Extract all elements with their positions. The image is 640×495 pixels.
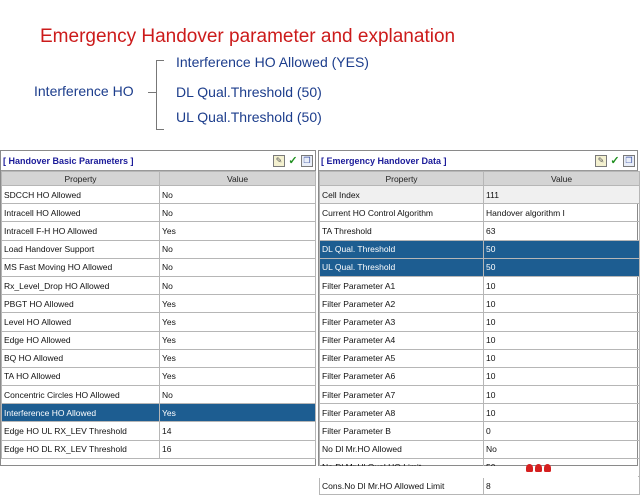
table-row[interactable] [2, 331, 316, 349]
table-row[interactable] [320, 313, 640, 331]
property-cell[interactable]: Filter Parameter A2 [320, 295, 484, 313]
panel-title: [ Handover Basic Parameters ] [3, 155, 134, 166]
col-value-header[interactable]: Value [160, 172, 316, 186]
left-table-body [2, 186, 316, 459]
copy-icon[interactable]: ❐ [301, 155, 313, 167]
table-row[interactable] [2, 186, 316, 204]
bracket-tick [148, 92, 156, 93]
edit-icon[interactable]: ✎ [595, 155, 607, 167]
property-cell[interactable]: Level HO Allowed [2, 313, 160, 331]
value-cell[interactable]: 50 [484, 258, 640, 276]
value-cell[interactable]: No [484, 440, 640, 458]
table-row[interactable] [2, 222, 316, 240]
property-cell[interactable]: DL Qual. Threshold [320, 240, 484, 258]
property-cell[interactable]: MS Fast Moving HO Allowed [2, 258, 160, 276]
property-cell[interactable]: Current HO Control Algorithm [320, 204, 484, 222]
value-cell[interactable]: No [160, 276, 316, 294]
value-cell[interactable]: 10 [484, 276, 640, 294]
property-cell[interactable]: Filter Parameter B [320, 422, 484, 440]
table-row[interactable] [2, 349, 316, 367]
handover-basic-parameters-panel [0, 150, 316, 466]
table-row[interactable] [320, 386, 640, 404]
property-cell[interactable]: SDCCH HO Allowed [2, 186, 160, 204]
value-cell[interactable]: Handover algorithm I [484, 204, 640, 222]
property-cell[interactable]: PBGT HO Allowed [2, 295, 160, 313]
value-cell[interactable]: No [160, 258, 316, 276]
value-cell[interactable]: Yes [160, 349, 316, 367]
value-cell[interactable]: 8 [484, 477, 640, 495]
table-row[interactable] [2, 313, 316, 331]
property-cell[interactable]: Edge HO UL RX_LEV Threshold [2, 422, 160, 440]
bracket [156, 60, 164, 130]
right-table-body [320, 186, 640, 495]
apply-check-icon[interactable]: ✓ [288, 154, 298, 167]
value-cell[interactable]: No [160, 204, 316, 222]
col-property-header[interactable]: Property [2, 172, 160, 186]
edit-icon[interactable]: ✎ [273, 155, 285, 167]
panel-header [1, 151, 315, 171]
table-row[interactable] [320, 422, 640, 440]
table-row[interactable] [320, 331, 640, 349]
panel-title: [ Emergency Handover Data ] [321, 155, 447, 166]
value-cell[interactable]: Yes [160, 222, 316, 240]
table-row[interactable] [2, 276, 316, 294]
property-cell[interactable]: Filter Parameter A5 [320, 349, 484, 367]
col-property-header[interactable]: Property [320, 172, 484, 186]
value-cell[interactable]: 10 [484, 367, 640, 385]
table-row[interactable] [320, 295, 640, 313]
value-cell[interactable]: No [160, 240, 316, 258]
slide-title: Emergency Handover parameter and explanation [40, 26, 456, 47]
left-property-table [1, 171, 316, 459]
value-cell[interactable]: Yes [160, 295, 316, 313]
table-row[interactable] [320, 276, 640, 294]
value-cell[interactable]: 10 [484, 295, 640, 313]
param-interference-ho-allowed: Interference HO Allowed (YES) [176, 54, 369, 70]
value-cell[interactable]: Yes [160, 367, 316, 385]
value-cell[interactable]: 10 [484, 386, 640, 404]
table-row[interactable] [320, 204, 640, 222]
apply-check-icon[interactable]: ✓ [610, 154, 620, 167]
table-row[interactable] [320, 240, 640, 258]
property-cell[interactable]: Filter Parameter A7 [320, 386, 484, 404]
property-cell[interactable]: Rx_Level_Drop HO Allowed [2, 276, 160, 294]
table-row[interactable] [320, 367, 640, 385]
property-cell[interactable]: Filter Parameter A4 [320, 331, 484, 349]
table-row[interactable] [320, 404, 640, 422]
copy-icon[interactable]: ❐ [623, 155, 635, 167]
table-row[interactable] [320, 477, 640, 495]
property-cell[interactable]: Edge HO Allowed [2, 331, 160, 349]
value-cell[interactable]: 63 [484, 222, 640, 240]
toolbar [595, 155, 635, 167]
value-cell[interactable]: 10 [484, 313, 640, 331]
right-property-table [319, 171, 640, 495]
value-cell[interactable]: 111 [484, 186, 640, 204]
value-cell[interactable]: No [160, 386, 316, 404]
panel-header [319, 151, 637, 171]
property-cell[interactable]: Filter Parameter A1 [320, 276, 484, 294]
table-row[interactable] [320, 440, 640, 458]
property-cell[interactable]: Filter Parameter A3 [320, 313, 484, 331]
property-cell[interactable]: Filter Parameter A6 [320, 367, 484, 385]
table-row[interactable] [2, 204, 316, 222]
property-cell[interactable]: UL Qual. Threshold [320, 258, 484, 276]
property-cell[interactable]: Edge HO DL RX_LEV Threshold [2, 440, 160, 458]
value-cell[interactable]: Yes [160, 313, 316, 331]
value-cell[interactable]: 0 [484, 422, 640, 440]
table-row[interactable] [2, 240, 316, 258]
property-cell[interactable]: Interference HO Allowed [2, 404, 160, 422]
property-cell[interactable]: BQ HO Allowed [2, 349, 160, 367]
toolbar [273, 155, 313, 167]
table-row[interactable] [2, 295, 316, 313]
table-row[interactable] [2, 367, 316, 385]
property-cell[interactable]: TA HO Allowed [2, 367, 160, 385]
table-row[interactable] [320, 349, 640, 367]
table-row[interactable] [320, 186, 640, 204]
property-cell[interactable]: Intracell HO Allowed [2, 204, 160, 222]
value-cell[interactable]: 10 [484, 331, 640, 349]
value-cell[interactable]: 50 [484, 240, 640, 258]
property-cell[interactable]: Concentric Circles HO Allowed [2, 386, 160, 404]
table-row[interactable] [2, 422, 316, 440]
table-row[interactable] [2, 440, 316, 458]
value-cell[interactable]: 16 [160, 440, 316, 458]
value-cell[interactable]: 10 [484, 404, 640, 422]
interference-ho-label: Interference HO [34, 83, 134, 99]
logo-icon [526, 464, 556, 474]
table-header-row [320, 172, 640, 186]
param-ul-qual-threshold: UL Qual.Threshold (50) [176, 109, 322, 125]
emergency-handover-data-panel [318, 150, 638, 491]
property-cell[interactable]: No Dl Mr.HO Allowed [320, 440, 484, 458]
value-cell[interactable]: 14 [160, 422, 316, 440]
table-header-row [2, 172, 316, 186]
property-cell[interactable]: Load Handover Support [2, 240, 160, 258]
table-row[interactable] [320, 258, 640, 276]
value-cell[interactable]: Yes [160, 404, 316, 422]
table-row[interactable] [2, 386, 316, 404]
value-cell[interactable]: Yes [160, 331, 316, 349]
property-cell[interactable]: Cons.No Dl Mr.HO Allowed Limit [320, 477, 484, 495]
col-value-header[interactable]: Value [484, 172, 640, 186]
table-row[interactable] [320, 222, 640, 240]
property-cell[interactable]: Cell Index [320, 186, 484, 204]
table-row[interactable] [2, 258, 316, 276]
table-row[interactable] [2, 404, 316, 422]
property-cell[interactable]: Intracell F-H HO Allowed [2, 222, 160, 240]
param-dl-qual-threshold: DL Qual.Threshold (50) [176, 84, 322, 100]
value-cell[interactable]: 10 [484, 349, 640, 367]
value-cell[interactable]: No [160, 186, 316, 204]
property-cell[interactable]: Filter Parameter A8 [320, 404, 484, 422]
property-cell[interactable]: TA Threshold [320, 222, 484, 240]
